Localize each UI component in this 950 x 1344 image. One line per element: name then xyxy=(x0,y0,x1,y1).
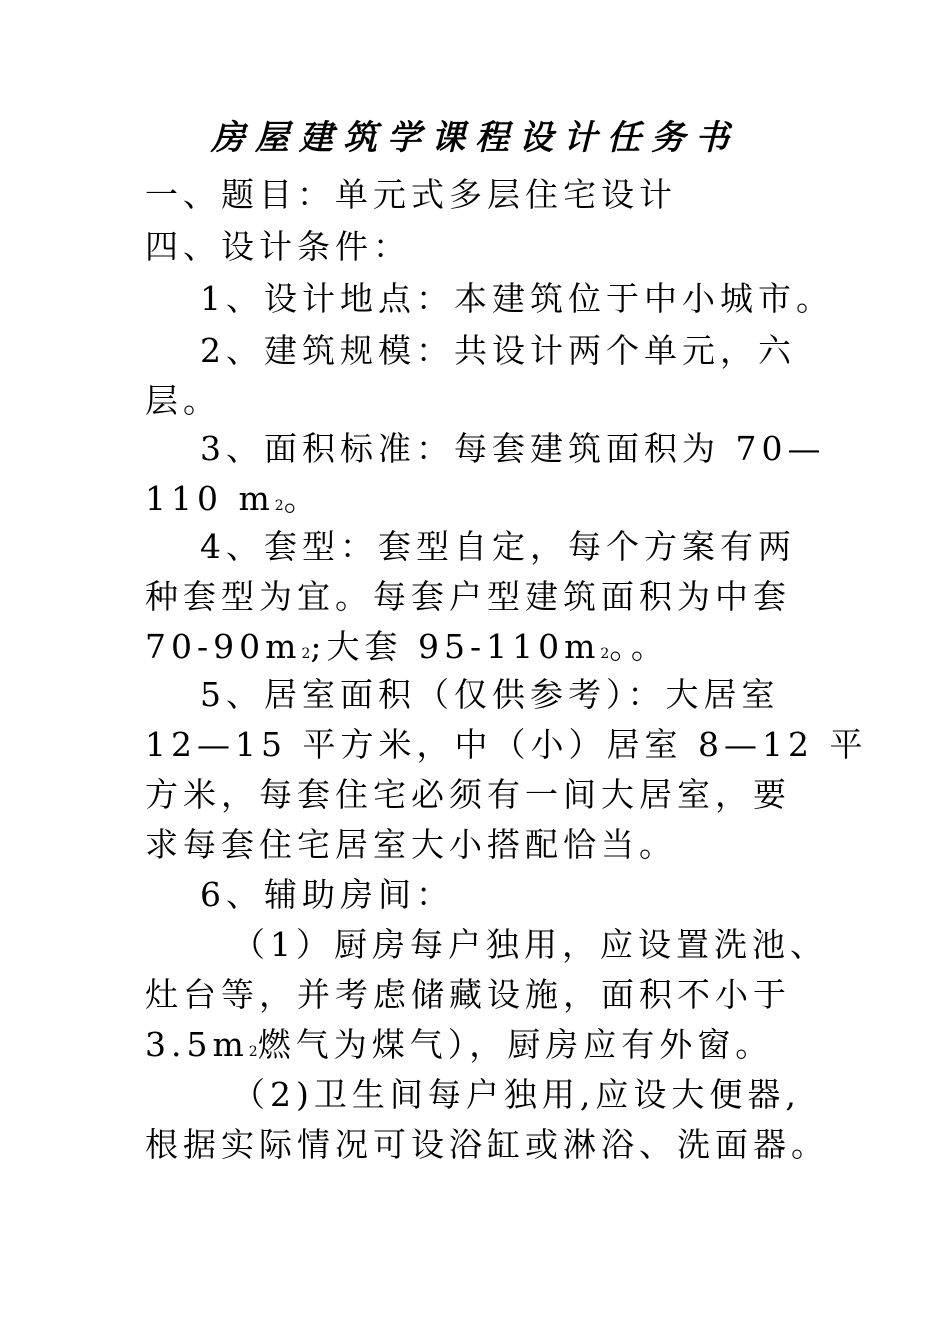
superscript: 2 xyxy=(301,646,311,662)
text-line: 根据实际情况可设浴缸或淋浴、洗面器。 xyxy=(145,1125,829,1164)
text-line: 1、设计地点：本建筑位于中小城市。 xyxy=(200,279,834,318)
text-line: 4、套型：套型自定，每个方案有两 xyxy=(200,527,796,566)
text-line xyxy=(145,1020,815,1077)
text-line: 一、题目：单元式多层住宅设计 xyxy=(145,175,677,214)
text-line: 求每套住宅居室大小搭配恰当。 xyxy=(145,825,677,864)
text-line: 层。 xyxy=(145,381,221,420)
text-line: （1）厨房每户独用，应设置洗池、 xyxy=(232,925,828,964)
text-line: 四、设计条件： xyxy=(145,227,411,266)
text-fragment: ;大套 95-110m xyxy=(310,627,601,666)
text-line: 3、面积标准：每套建筑面积为 70— xyxy=(200,429,826,468)
text-line: 6、辅助房间： xyxy=(200,875,454,914)
text-fragment: 3.5m xyxy=(145,1025,249,1064)
superscript: 2 xyxy=(248,1044,258,1060)
text-line: 方米，每套住宅必须有一间大居室，要 xyxy=(145,775,791,814)
text-line: 12—15 平方米，中（小）居室 8—12 平 xyxy=(145,725,868,764)
document-title: 房屋建筑学课程设计任务书 xyxy=(211,118,739,158)
text-line: 5、居室面积（仅供参考）：大居室 xyxy=(200,675,780,714)
text-fragment: 。。 xyxy=(609,627,669,666)
text-fragment: 110 m xyxy=(145,479,275,518)
text-line: （2)卫生间每户独用,应设大便器, xyxy=(232,1075,801,1114)
superscript: 2 xyxy=(600,646,610,662)
text-fragment: 燃气为煤气），厨房应有外窗。 xyxy=(257,1025,774,1064)
text-line: 2、建筑规模：共设计两个单元，六 xyxy=(200,331,796,370)
superscript: 2 xyxy=(274,498,284,514)
text-fragment: 70-90m xyxy=(145,627,302,666)
text-line: 种套型为宜。每套户型建筑面积为中套 xyxy=(145,577,791,616)
text-line: 灶台等，并考虑储藏设施，面积不小于 xyxy=(145,975,791,1014)
text-fragment: 。 xyxy=(283,479,322,518)
